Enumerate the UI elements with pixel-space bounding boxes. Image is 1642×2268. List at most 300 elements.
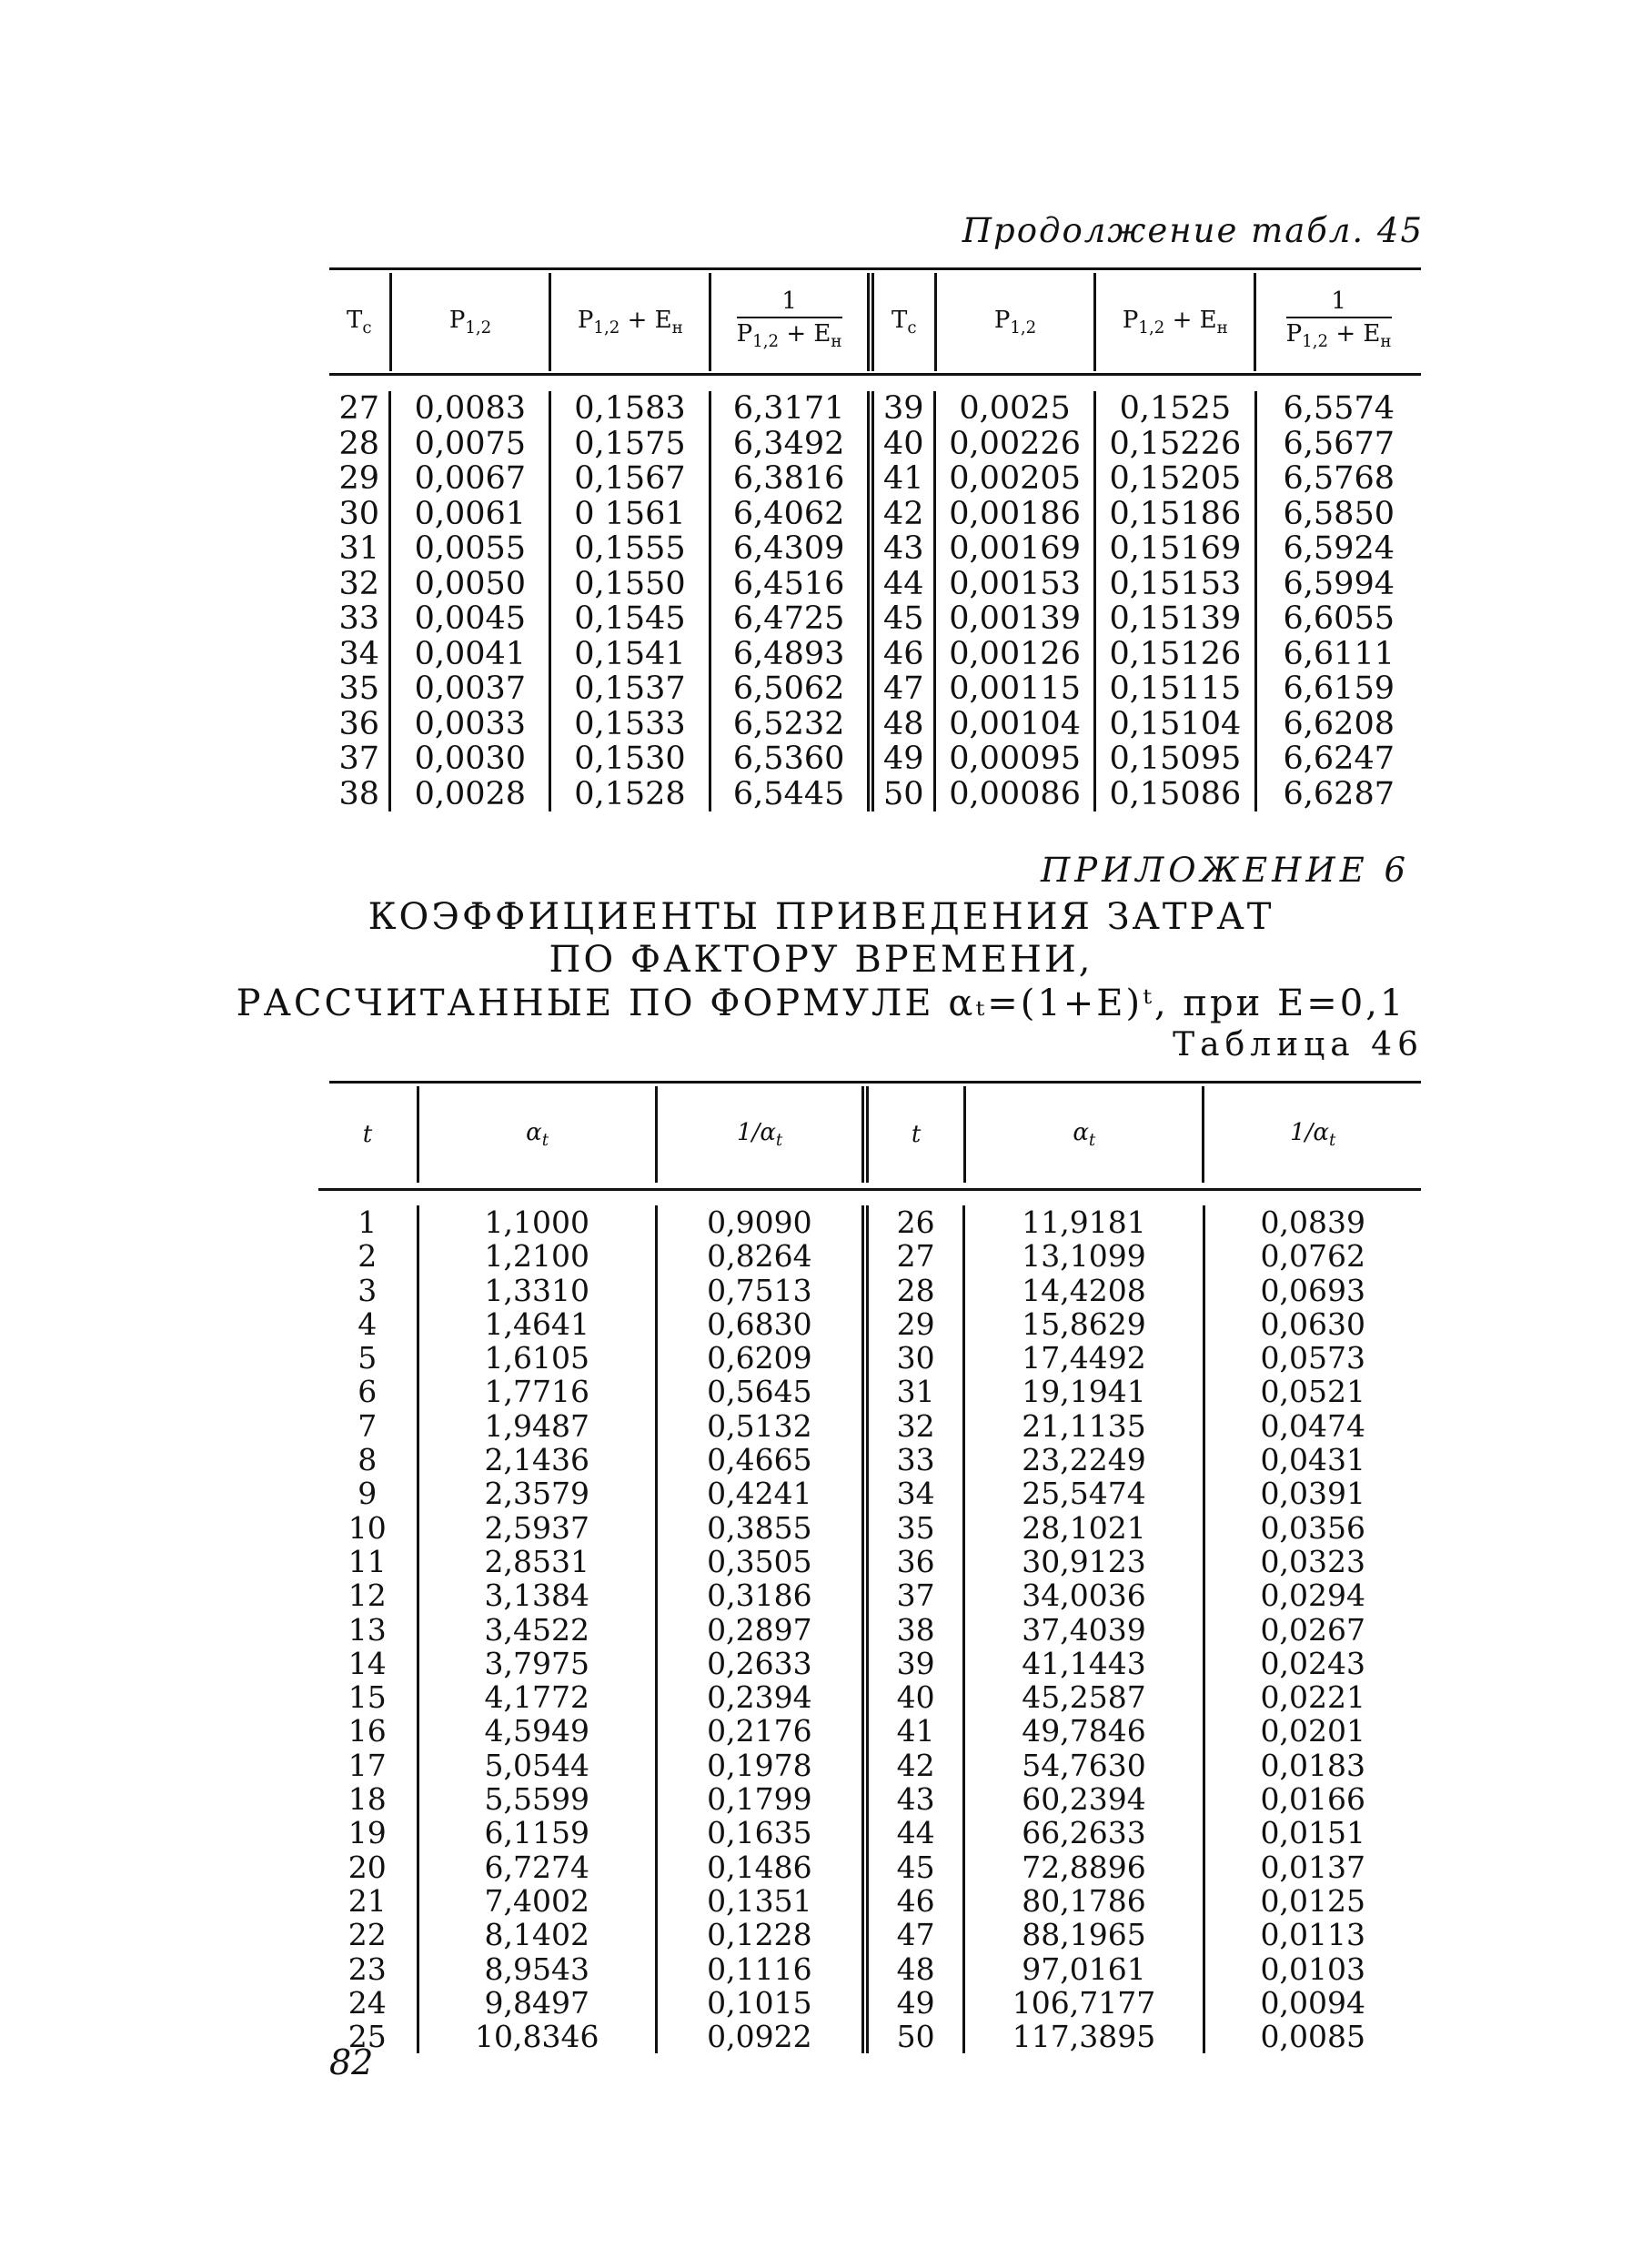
table-cell: 21,1135 — [964, 1409, 1204, 1443]
table-cell: 0,2394 — [656, 1680, 864, 1714]
table46-row — [318, 1341, 1421, 1375]
table-cell: 46 — [871, 637, 935, 672]
table46-row — [318, 1714, 1421, 1748]
table-cell: 30 — [329, 497, 390, 532]
table-cell: 41 — [865, 1714, 964, 1748]
table-cell: 5 — [318, 1341, 418, 1375]
table46-row — [318, 1274, 1421, 1307]
table-cell: 0,1525 — [1095, 391, 1255, 427]
table-cell: 43 — [871, 531, 935, 567]
table-cell: 6,3492 — [710, 427, 870, 462]
appendix-title-line2: ПО ФАКТОРУ ВРЕМЕНИ, — [549, 939, 1093, 981]
table-cell: 0,0045 — [390, 601, 550, 637]
table-cell: 0,0085 — [1260, 2019, 1366, 2055]
appendix-title-line1: КОЭФФИЦИЕНТЫ ПРИВЕДЕНИЯ ЗАТРАТ — [368, 896, 1274, 938]
table-cell: 0,00139 — [934, 601, 1094, 637]
table-cell: 2,5937 — [418, 1511, 656, 1545]
table-cell: 28 — [865, 1274, 964, 1307]
table-cell: 6,5850 — [1283, 495, 1395, 532]
table-cell: 106,7177 — [964, 1986, 1204, 2020]
table-cell: 6,5574 — [1283, 390, 1395, 427]
table-cell: 0,0055 — [390, 531, 550, 567]
table-cell: 0,3855 — [656, 1511, 864, 1545]
table-cell: 0,2633 — [656, 1647, 864, 1680]
table-cell: 1 — [318, 1205, 418, 1239]
table-cell: 32 — [329, 567, 390, 602]
table-cell: 6,5994 — [1283, 565, 1395, 602]
table45-row — [329, 567, 1421, 602]
table-cell: 14 — [318, 1647, 418, 1680]
table-cell: 14,4208 — [964, 1274, 1204, 1307]
table-cell: 0,0075 — [390, 427, 550, 462]
table-cell: 0,0125 — [1260, 1882, 1366, 1919]
table-cell: 0,1799 — [656, 1782, 864, 1816]
table46-row — [318, 1409, 1421, 1443]
table-cell: 47 — [865, 1918, 964, 1951]
table-cell: 45 — [871, 601, 935, 637]
table-cell: 0,0183 — [1260, 1747, 1366, 1783]
table-cell: 47 — [871, 671, 935, 707]
table-cell: 0,00205 — [934, 461, 1094, 497]
table-cell: 0,1555 — [550, 531, 710, 567]
table-cell: 0,0243 — [1260, 1645, 1366, 1681]
table-cell: 0,6830 — [656, 1307, 864, 1341]
header-t-2: t — [865, 1086, 965, 1183]
table-cell: 46 — [865, 1884, 964, 1918]
table45-row — [329, 497, 1421, 532]
table46-row — [318, 1307, 1421, 1341]
table-cell: 0,00095 — [934, 741, 1094, 777]
table-cell: 0,1567 — [550, 461, 710, 497]
table46-row — [318, 2020, 1421, 2053]
table46-row — [318, 1952, 1421, 1986]
table-cell: 0,0061 — [390, 497, 550, 532]
table-cell: 0,00126 — [934, 637, 1094, 672]
table-cell: 34 — [865, 1477, 964, 1510]
table-cell: 0,0323 — [1260, 1543, 1366, 1579]
table-cell: 40 — [871, 427, 935, 462]
table-cell: 0,4241 — [656, 1477, 864, 1510]
table-cell: 0,1978 — [656, 1749, 864, 1782]
table-cell: 0,0521 — [1260, 1374, 1366, 1410]
table-cell: 16 — [318, 1714, 418, 1748]
table45-header-rule — [329, 373, 1421, 376]
table-cell: 0,1530 — [550, 741, 710, 777]
table-cell: 25,5474 — [964, 1477, 1204, 1510]
table-cell: 39 — [865, 1647, 964, 1680]
table-cell: 0,0137 — [1260, 1849, 1366, 1885]
table-cell: 19,1941 — [964, 1375, 1204, 1408]
table-cell: 23,2249 — [964, 1443, 1204, 1477]
table46-row — [318, 1375, 1421, 1408]
table-cell: 0,1635 — [656, 1816, 864, 1850]
table-cell: 0,1528 — [550, 777, 710, 812]
table-cell: 0,0839 — [1260, 1205, 1366, 1240]
table-cell: 3 — [318, 1274, 418, 1307]
table-cell: 0,0693 — [1260, 1272, 1366, 1308]
table-cell: 2,3579 — [418, 1477, 656, 1510]
table-cell: 6,4309 — [710, 531, 870, 567]
table-cell: 0,8264 — [656, 1239, 864, 1273]
table-cell: 43 — [865, 1782, 964, 1816]
table-cell: 0,0267 — [1260, 1611, 1366, 1648]
table-cell: 32 — [865, 1409, 964, 1443]
table-cell: 13,1099 — [964, 1239, 1204, 1273]
table46-row — [318, 1205, 1421, 1239]
table-cell: 26 — [865, 1205, 964, 1239]
table-cell: 0,5645 — [656, 1375, 864, 1408]
table-cell: 49,7846 — [964, 1714, 1204, 1748]
table46-row — [318, 1850, 1421, 1884]
table-cell: 6,6159 — [1283, 670, 1395, 707]
table-cell: 0,0573 — [1260, 1340, 1366, 1376]
table-cell: 0,00153 — [934, 567, 1094, 602]
table-cell: 45,2587 — [964, 1680, 1204, 1714]
table46-row — [318, 1884, 1421, 1918]
table46-row — [318, 1511, 1421, 1545]
table-cell: 6,3816 — [710, 461, 870, 497]
table-cell: 37 — [865, 1578, 964, 1612]
table-cell: 6,5924 — [1283, 530, 1395, 567]
table-cell: 24 — [318, 1986, 418, 2020]
header-p12: $Р_{1,2}$ — [390, 273, 550, 371]
table-cell: 36 — [329, 707, 390, 742]
table-cell: 15,8629 — [964, 1307, 1204, 1341]
table-cell: 5,5599 — [418, 1782, 656, 1816]
table45-row — [329, 637, 1421, 672]
table-cell: 0,2176 — [656, 1714, 864, 1748]
table-cell: 17,4492 — [964, 1341, 1204, 1375]
table45-row — [329, 741, 1421, 777]
table-cell: 27 — [865, 1239, 964, 1273]
table-cell: 6,5445 — [710, 777, 870, 812]
table-cell: 6,6287 — [1283, 775, 1395, 812]
table46-row — [318, 1749, 1421, 1782]
table-cell: 17 — [318, 1749, 418, 1782]
table-cell: 0,1486 — [656, 1850, 864, 1884]
table-cell: 34 — [329, 637, 390, 672]
table-cell: 49 — [865, 1986, 964, 2020]
table-cell: 72,8896 — [964, 1850, 1204, 1884]
table-cell: 37 — [329, 741, 390, 777]
table-cell: 23 — [318, 1952, 418, 1986]
table-cell: 0,15186 — [1095, 497, 1255, 532]
table-cell: 0 1561 — [550, 497, 710, 532]
table-cell: 6,6055 — [1283, 600, 1395, 637]
table-cell: 1,9487 — [418, 1409, 656, 1443]
table-cell: 6,6247 — [1283, 741, 1395, 777]
table-cell: 8 — [318, 1443, 418, 1477]
table-cell: 0,0067 — [390, 461, 550, 497]
table-cell: 11,9181 — [964, 1205, 1204, 1239]
table-cell: 3,7975 — [418, 1647, 656, 1680]
table-cell: 30,9123 — [964, 1545, 1204, 1578]
table-cell: 88,1965 — [964, 1918, 1204, 1951]
table-cell: 0,15153 — [1095, 567, 1255, 602]
header-tc-2: $Т_с$ — [871, 273, 935, 371]
table-cell: 10 — [318, 1511, 418, 1545]
table-cell: 0,00186 — [934, 497, 1094, 532]
appendix-title-line3: РАССЧИТАННЫЕ ПО ФОРМУЛЕ αₜ=(1+Е)ᵗ, при Е=0,1 — [236, 983, 1406, 1024]
table-cell: 2,1436 — [418, 1443, 656, 1477]
table-cell: 8,9543 — [418, 1952, 656, 1986]
table-cell: 0,0201 — [1260, 1713, 1366, 1749]
header-tc: $Т_с$ — [329, 273, 390, 371]
table46-header-rule — [318, 1188, 1421, 1191]
table-cell: 6,5768 — [1283, 460, 1395, 497]
page-number: 82 — [329, 2042, 374, 2082]
table-cell: 66,2633 — [964, 1816, 1204, 1850]
table-cell: 0,00104 — [934, 707, 1094, 742]
header-inverse-2: $\frac{1}{Р_{1,2} + Е_н}$ — [1285, 287, 1392, 352]
table-continuation-caption: Продолжение табл. 45 — [962, 211, 1424, 250]
header-alpha-2: $\alpha_t$ — [965, 1086, 1204, 1183]
table46-row — [318, 1647, 1421, 1680]
table-cell: 9,8497 — [418, 1986, 656, 2020]
table-cell: 0,1575 — [550, 427, 710, 462]
table-cell: 0,1116 — [656, 1952, 864, 1986]
table-cell: 29 — [329, 461, 390, 497]
table-cell: 45 — [865, 1850, 964, 1884]
table-cell: 22 — [318, 1918, 418, 1951]
table-cell: 11 — [318, 1545, 418, 1578]
table-cell: 8,1402 — [418, 1918, 656, 1951]
table-cell: 31 — [329, 531, 390, 567]
table-cell: 0,0166 — [1260, 1781, 1366, 1818]
table-cell: 33 — [865, 1443, 964, 1477]
table45-row — [329, 601, 1421, 637]
table-cell: 0,0922 — [656, 2020, 864, 2053]
table-cell: 0,1533 — [550, 707, 710, 742]
table-cell: 6,5360 — [710, 741, 870, 777]
table-cell: 49 — [871, 741, 935, 777]
table-cell: 1,7716 — [418, 1375, 656, 1408]
table-cell: 0,0041 — [390, 637, 550, 672]
table-cell: 34,0036 — [964, 1578, 1204, 1612]
table-cell: 0,15095 — [1095, 741, 1255, 777]
table45-row — [329, 671, 1421, 707]
table-cell: 37,4039 — [964, 1613, 1204, 1647]
table-cell: 0,2897 — [656, 1613, 864, 1647]
table-cell: 0,1228 — [656, 1918, 864, 1951]
table-cell: 0,1015 — [656, 1986, 864, 2020]
table46-row — [318, 1578, 1421, 1612]
table-cell: 0,0113 — [1260, 1917, 1366, 1953]
table-cell: 80,1786 — [964, 1884, 1204, 1918]
table-cell: 50 — [865, 2020, 964, 2053]
table-cell: 18 — [318, 1782, 418, 1816]
table-cell: 3,1384 — [418, 1578, 656, 1612]
table-cell: 1,6105 — [418, 1341, 656, 1375]
table-cell: 0,1541 — [550, 637, 710, 672]
table-cell: 0,1351 — [656, 1884, 864, 1918]
table-cell: 0,6209 — [656, 1341, 864, 1375]
table-cell: 0,0030 — [390, 741, 550, 777]
header-p12-2: $Р_{1,2}$ — [935, 273, 1095, 371]
table-cell: 0,15139 — [1095, 601, 1255, 637]
table46-row — [318, 1986, 1421, 2020]
table45-body — [329, 391, 1421, 811]
table-cell: 0,15126 — [1095, 637, 1255, 672]
table-cell: 41 — [871, 461, 935, 497]
table46-label: Таблица 46 — [1173, 1026, 1424, 1063]
table-cell: 7 — [318, 1409, 418, 1443]
table-cell: 0,0037 — [390, 671, 550, 707]
table-cell: 21 — [318, 1884, 418, 1918]
table-cell: 6,5062 — [710, 671, 870, 707]
appendix-heading: ПРИЛОЖЕНИЕ 6 — [1040, 851, 1410, 890]
table-cell: 0,7513 — [656, 1274, 864, 1307]
table45-row — [329, 531, 1421, 567]
table45-row — [329, 707, 1421, 742]
table-cell: 6,4725 — [710, 601, 870, 637]
table46-row — [318, 1239, 1421, 1273]
header-p12-plus-en: $Р_{1,2} + Е_н$ — [550, 273, 710, 371]
table-cell: 50 — [871, 777, 935, 812]
header-alpha: $\alpha_t$ — [418, 1086, 657, 1183]
table-cell: 20 — [318, 1850, 418, 1884]
table46-row — [318, 1918, 1421, 1951]
table-cell: 0,0221 — [1260, 1679, 1366, 1716]
table-cell: 40 — [865, 1680, 964, 1714]
table46-row — [318, 1443, 1421, 1477]
table-cell: 0,4665 — [656, 1443, 864, 1477]
table-cell: 0,0431 — [1260, 1442, 1366, 1478]
table-cell: 0,00226 — [934, 427, 1094, 462]
table-cell: 2,8531 — [418, 1545, 656, 1578]
table-cell: 0,15226 — [1095, 427, 1255, 462]
table-cell: 6,5677 — [1283, 425, 1395, 462]
table45-row — [329, 391, 1421, 427]
table-cell: 54,7630 — [964, 1749, 1204, 1782]
table-cell: 25 — [318, 2020, 418, 2053]
table-cell: 12 — [318, 1578, 418, 1612]
table-cell: 6,7274 — [418, 1850, 656, 1884]
table-cell: 6,4893 — [710, 637, 870, 672]
table-cell: 0,1583 — [550, 391, 710, 427]
table46-body — [318, 1205, 1421, 2053]
table46-row — [318, 1545, 1421, 1578]
table-cell: 0,0050 — [390, 567, 550, 602]
table-cell: 0,1545 — [550, 601, 710, 637]
table-cell: 0,0630 — [1260, 1305, 1366, 1342]
table45-top-rule — [329, 267, 1421, 270]
table46-row — [318, 1782, 1421, 1816]
table-cell: 27 — [329, 391, 390, 427]
table-cell: 0,0033 — [390, 707, 550, 742]
table-cell: 6,1159 — [418, 1816, 656, 1850]
table-cell: 3,4522 — [418, 1613, 656, 1647]
table-cell: 117,3895 — [964, 2020, 1204, 2053]
table-cell: 1,4641 — [418, 1307, 656, 1341]
table46-row — [318, 1613, 1421, 1647]
table-cell: 0,00169 — [934, 531, 1094, 567]
table-cell: 44 — [865, 1816, 964, 1850]
table-cell: 97,0161 — [964, 1952, 1204, 1986]
table46-top-rule — [329, 1081, 1421, 1084]
table-cell: 6,4516 — [710, 567, 870, 602]
table-cell: 0,1550 — [550, 567, 710, 602]
table45-header — [329, 273, 1421, 371]
table-cell: 0,0103 — [1260, 1950, 1366, 1987]
header-inverse: $\frac{1}{Р_{1,2} + Е_н}$ — [710, 273, 871, 371]
table45-row — [329, 777, 1421, 812]
table-cell: 0,3505 — [656, 1545, 864, 1578]
table-cell: 0,0762 — [1260, 1238, 1366, 1275]
table-cell: 35 — [329, 671, 390, 707]
table-cell: 41,1443 — [964, 1647, 1204, 1680]
table-cell: 0,0025 — [934, 391, 1094, 427]
table-cell: 6,4062 — [710, 497, 870, 532]
table-cell: 13 — [318, 1613, 418, 1647]
table-cell: 35 — [865, 1511, 964, 1545]
header-p12-plus-en-2: $Р_{1,2} + Е_н$ — [1095, 273, 1255, 371]
table-cell: 6,6208 — [1283, 705, 1395, 742]
table-cell: 6,6111 — [1283, 635, 1395, 672]
table-cell: 0,9090 — [656, 1205, 864, 1239]
header-inv-alpha-2: $1/\alpha_t$ — [1290, 1118, 1336, 1151]
table-cell: 0,1537 — [550, 671, 710, 707]
table-cell: 6,5232 — [710, 707, 870, 742]
header-inv-alpha: $1/\alpha_t$ — [657, 1086, 865, 1183]
table46-row — [318, 1477, 1421, 1510]
table-cell: 0,3186 — [656, 1578, 864, 1612]
table-cell: 0,15205 — [1095, 461, 1255, 497]
table46-row — [318, 1680, 1421, 1714]
table-cell: 5,0544 — [418, 1749, 656, 1782]
table-cell: 38 — [329, 777, 390, 812]
table-cell: 0,5132 — [656, 1409, 864, 1443]
table-cell: 7,4002 — [418, 1884, 656, 1918]
table-cell: 36 — [865, 1545, 964, 1578]
table-cell: 44 — [871, 567, 935, 602]
table46-header — [318, 1086, 1421, 1183]
header-t: t — [318, 1086, 418, 1183]
table-cell: 0,15104 — [1095, 707, 1255, 742]
table-cell: 0,0094 — [1260, 1984, 1366, 2021]
table-cell: 0,15169 — [1095, 531, 1255, 567]
table-cell: 28 — [329, 427, 390, 462]
table-cell: 4 — [318, 1307, 418, 1341]
table-cell: 0,15086 — [1095, 777, 1255, 812]
table-cell: 0,0391 — [1260, 1476, 1366, 1512]
table-cell: 0,0151 — [1260, 1815, 1366, 1851]
table-cell: 29 — [865, 1307, 964, 1341]
table-cell: 48 — [871, 707, 935, 742]
table-cell: 42 — [871, 497, 935, 532]
table-cell: 30 — [865, 1341, 964, 1375]
table-cell: 1,1000 — [418, 1205, 656, 1239]
table-cell: 48 — [865, 1952, 964, 1986]
table-cell: 10,8346 — [418, 2020, 656, 2053]
table-cell: 33 — [329, 601, 390, 637]
table-cell: 4,1772 — [418, 1680, 656, 1714]
table-cell: 31 — [865, 1375, 964, 1408]
table-cell: 38 — [865, 1613, 964, 1647]
table-cell: 19 — [318, 1816, 418, 1850]
table-cell: 1,3310 — [418, 1274, 656, 1307]
table-cell: 0,00086 — [934, 777, 1094, 812]
table46-row — [318, 1816, 1421, 1850]
table-cell: 4,5949 — [418, 1714, 656, 1748]
table-cell: 60,2394 — [964, 1782, 1204, 1816]
table-cell: 6 — [318, 1375, 418, 1408]
table-cell: 28,1021 — [964, 1511, 1204, 1545]
table-cell: 0,0083 — [390, 391, 550, 427]
table-cell: 2 — [318, 1239, 418, 1273]
table-cell: 0,0294 — [1260, 1578, 1366, 1614]
table45-row — [329, 427, 1421, 462]
